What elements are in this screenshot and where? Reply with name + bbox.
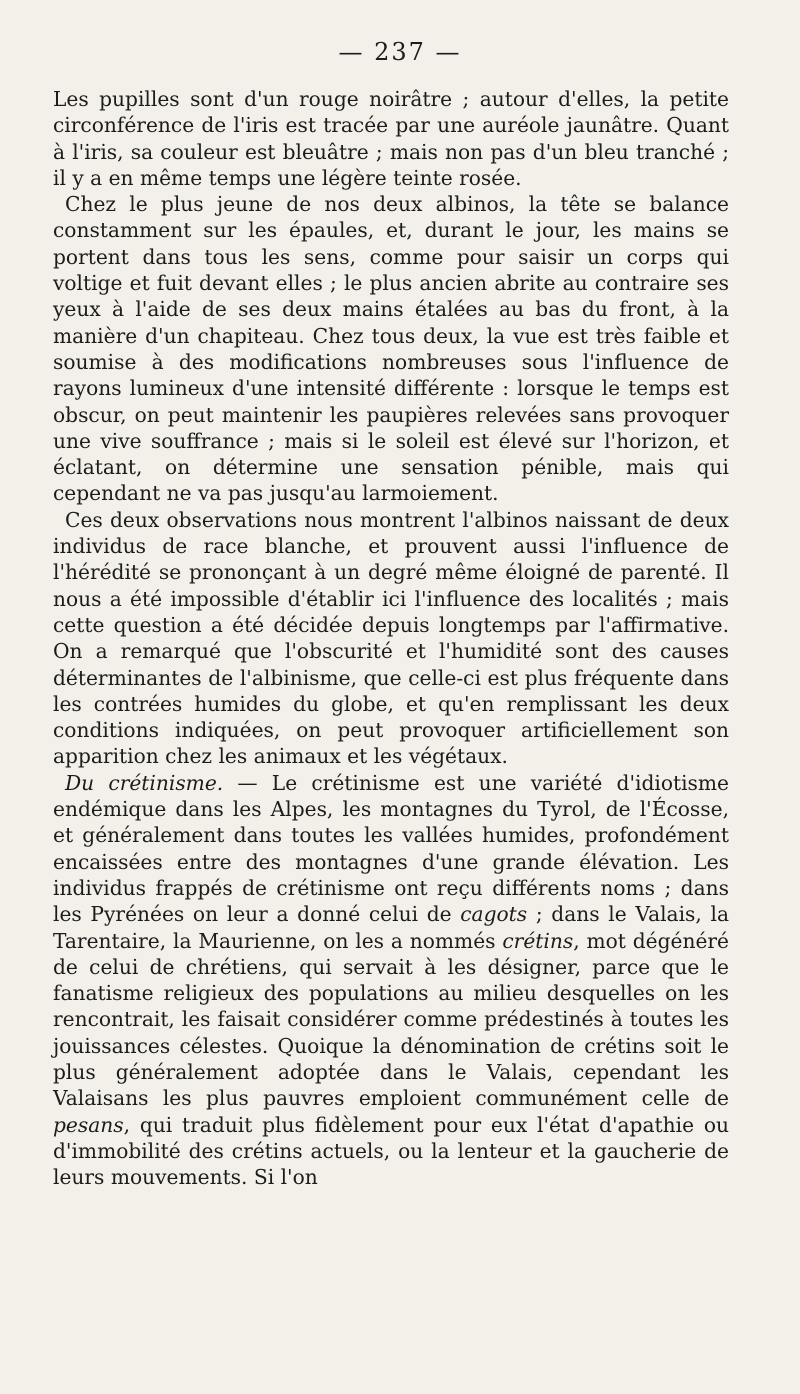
term-cretins: crétins <box>502 928 574 953</box>
paragraph-heredity: Ces deux observations nous montrent l'albinos naissant de deux individus de race blanche, et prouvent aussi l'influence de l'hérédité se prononçant à un degré même éloigné de parenté. Il nous a été impossible d'établir ici l'influence des localités ; mais cette question a été décidée depuis longtemps par l'affirmative. On a remarqué que l'obscurité et l'humidité sont des causes déterminantes de l'albinisme, que celle-ci est plus fréquente dans les contrées humides du globe, et qu'en remplissant les deux conditions indiquées, on peut provoquer artificiellement son apparition chez les animaux et les végétaux. <box>53 507 729 769</box>
paragraph-pupils: Les pupilles sont d'un rouge noirâtre ; autour d'elles, la petite circonférence de l'iris est tracée par une auréole jaunâtre. Quant à l'iris, sa couleur est bleuâtre ; mais non pas d'un bleu tranché ; il y a en même temps une légère teinte rosée. <box>53 87 729 190</box>
text-run: , qui traduit plus fidèlement pour eux l'état d'apathie ou d'immobilité des crétins actuels, ou la lenteur et la gaucherie de leurs mouvements. Si l'on <box>53 1112 729 1190</box>
text-run: — Le crétinisme est une variété d'idiotisme endémique dans les Alpes, les montagnes du Tyrol, de l'Écosse, et généralement dans toutes les vallées humides, profondément encaissées entre des montagnes d'une grande élévation. Les individus frappés de crétinisme ont reçu différents noms ; dans les Pyrénées on leur a donné celui de <box>53 770 729 927</box>
term-pesans: pesans <box>53 1112 124 1137</box>
paragraph-albinos-behavior: Chez le plus jeune de nos deux albinos, la tête se balance constamment sur les épaules, et, durant le jour, les mains se portent dans tous les sens, comme pour saisir un corps qui voltige et fuit devant elles ; le plus ancien abrite au contraire ses yeux à l'aide de ses deux mains étalées au bas du front, à la manière d'un chapiteau. Chez tous deux, la vue est très faible et soumise à des modifications nombreuses sous l'influence de rayons lumineux d'une intensité différente : lorsque le temps est obscur, on peut maintenir les paupières relevées sans provoquer une vive souffrance ; mais si le soleil est élevé sur l'horizon, et éclatant, on détermine une sensation pénible, mais qui cependant ne va pas jusqu'au larmoiement. <box>53 192 729 506</box>
page-number: — 237 — <box>338 38 462 66</box>
page-body <box>53 86 729 1190</box>
text-run: , mot dégénéré de celui de chrétiens, qui servait à les désigner, parce que le fanatisme religieux des populations au milieu desquelles on les rencontrait, les faisait considérer comme prédestinés à toutes les jouissances célestes. Quoique la dénomination de crétins soit le plus généralement adoptée dans le Valais, cependant les Valaisans les plus pauvres emploient communément celle de <box>53 928 729 1111</box>
term-cagots: cagots <box>460 902 528 927</box>
text-run: ; dans le Valais, la Tarentaire, la Maurienne, on les a nommés <box>53 902 729 953</box>
paragraph-cretinism <box>53 770 729 1191</box>
section-heading: Du crétinisme. <box>65 770 224 795</box>
